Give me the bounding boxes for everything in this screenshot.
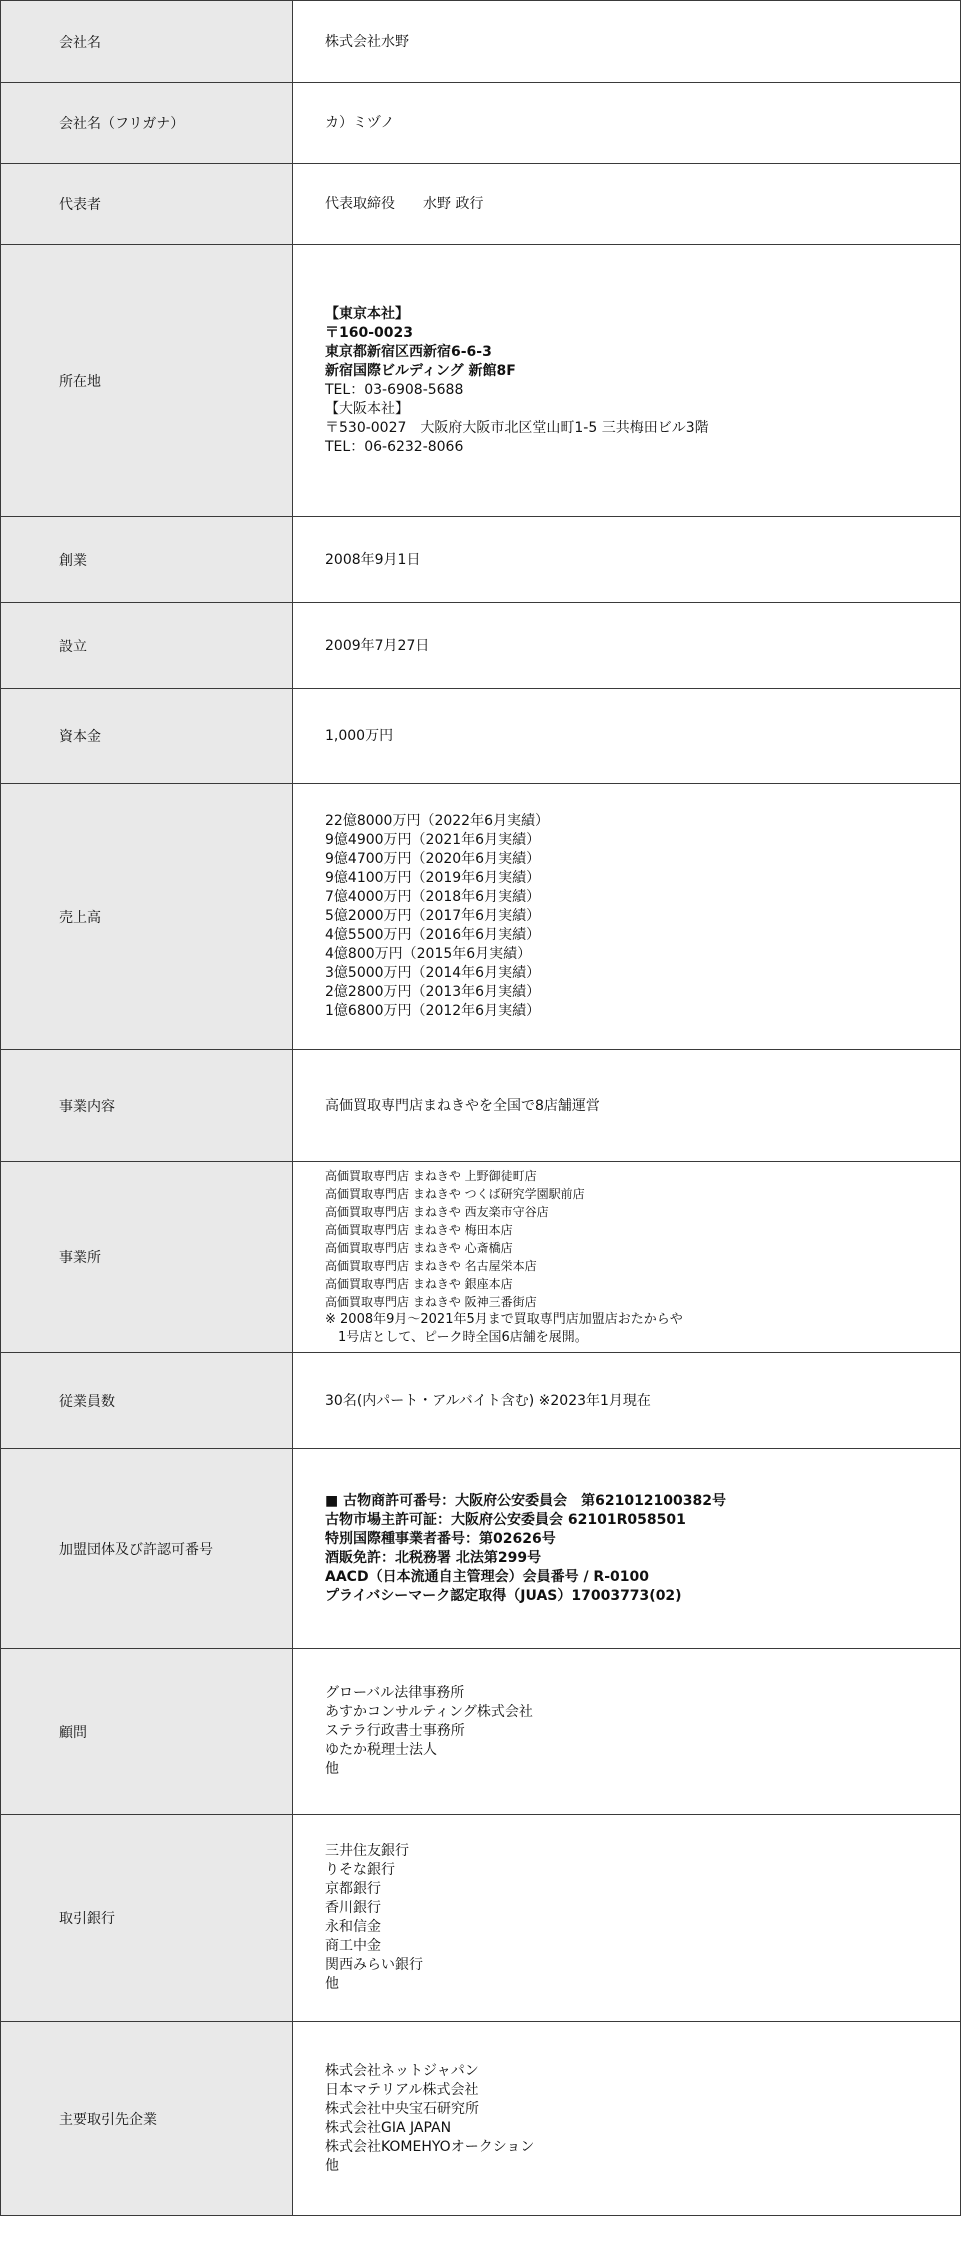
- client-line: 株式会社GIA JAPAN: [325, 2119, 452, 2136]
- row-banks: [1, 1815, 961, 2022]
- row-label: 会社名（フリガナ）: [1, 83, 293, 164]
- row-value: [293, 1449, 961, 1649]
- client-line: 株式会社KOMEHYOオークション: [325, 2138, 535, 2155]
- advisor-line: グローバル法律事務所: [325, 1685, 465, 1701]
- sales-line: 9億4900万円（2021年6月実績）: [325, 832, 541, 848]
- row-value: 代表取締役 水野 政行: [293, 164, 961, 245]
- office-line: 高価買取専門店 まねきや 阪神三番街店: [325, 1295, 537, 1309]
- advisor-line: ゆたか税理士法人: [325, 1742, 437, 1758]
- row-label: 創業: [1, 517, 293, 603]
- row-label: 所在地: [1, 245, 293, 517]
- office-line: 高価買取専門店 まねきや 銀座本店: [325, 1277, 513, 1291]
- address-line: 〒160-0023: [325, 324, 413, 341]
- row-value: 2009年7月27日: [293, 603, 961, 689]
- row-value: 株式会社水野: [293, 1, 961, 83]
- row-label: 加盟団体及び許認可番号: [1, 1449, 293, 1649]
- row-label: 売上高: [1, 784, 293, 1050]
- row-representative: [1, 164, 961, 245]
- row-licenses: [1, 1449, 961, 1649]
- row-clients: [1, 2022, 961, 2216]
- row-value: 2008年9月1日: [293, 517, 961, 603]
- office-line: 高価買取専門店 まねきや つくば研究学園駅前店: [325, 1187, 585, 1201]
- bank-line: 永和信金: [325, 1919, 381, 1935]
- row-label: 事業所: [1, 1162, 293, 1353]
- row-label: 主要取引先企業: [1, 2022, 293, 2216]
- row-label: 事業内容: [1, 1050, 293, 1162]
- row-label: 従業員数: [1, 1353, 293, 1449]
- license-line: 特別国際種事業者番号：第02626号: [325, 1530, 556, 1547]
- sales-line: 4億800万円（2015年6月実績）: [325, 946, 532, 962]
- advisor-line: 他: [325, 1761, 339, 1777]
- sales-line: 7億4000万円（2018年6月実績）: [325, 889, 541, 905]
- address-line: 【大阪本社】: [325, 400, 409, 417]
- row-value: [293, 2022, 961, 2216]
- row-company-name-kana: [1, 83, 961, 164]
- row-value: [293, 1162, 961, 1353]
- row-value: [293, 784, 961, 1050]
- row-capital: [1, 689, 961, 784]
- row-label: 資本金: [1, 689, 293, 784]
- license-line: 古物市場主許可証：大阪府公安委員会 62101R058501: [325, 1511, 686, 1528]
- address-line: 【東京本社】: [325, 305, 409, 322]
- row-value: [293, 245, 961, 517]
- row-advisors: [1, 1649, 961, 1815]
- sales-line: 5億2000万円（2017年6月実績）: [325, 908, 541, 924]
- bank-line: 京都銀行: [325, 1881, 381, 1897]
- sales-line: 9億4100万円（2019年6月実績）: [325, 870, 541, 886]
- bank-line: 香川銀行: [325, 1900, 381, 1916]
- row-address: [1, 245, 961, 517]
- sales-line: 3億5000万円（2014年6月実績）: [325, 965, 541, 981]
- row-value: [293, 1649, 961, 1815]
- row-value: [293, 1815, 961, 2022]
- address-line: TEL：06-6232-8066: [325, 438, 464, 455]
- bank-line: 関西みらい銀行: [325, 1957, 423, 1973]
- office-note: 1号店として、ピーク時全国6店舗を展開。: [325, 1330, 588, 1345]
- row-employees: [1, 1353, 961, 1449]
- office-line: 高価買取専門店 まねきや 上野御徒町店: [325, 1169, 537, 1183]
- row-value: 高価買取専門店まねきやを全国で8店舗運営: [293, 1050, 961, 1162]
- advisor-line: あすかコンサルティング株式会社: [325, 1704, 533, 1720]
- address-line: 東京都新宿区西新宿6-6-3: [325, 343, 492, 360]
- bank-line: 三井住友銀行: [325, 1843, 409, 1859]
- row-offices: [1, 1162, 961, 1353]
- client-line: 他: [325, 2157, 339, 2174]
- row-label: 顧問: [1, 1649, 293, 1815]
- client-line: 株式会社ネットジャパン: [325, 2062, 479, 2079]
- row-label: 設立: [1, 603, 293, 689]
- row-company-name: [1, 1, 961, 83]
- sales-line: 1億6800万円（2012年6月実績）: [325, 1003, 541, 1019]
- client-line: 株式会社中央宝石研究所: [325, 2100, 479, 2117]
- bank-line: りそな銀行: [325, 1862, 395, 1878]
- address-line: 新宿国際ビルディング 新館8F: [325, 362, 516, 379]
- row-sales: [1, 784, 961, 1050]
- row-label: 取引銀行: [1, 1815, 293, 2022]
- office-line: 高価買取専門店 まねきや 名古屋栄本店: [325, 1259, 537, 1273]
- license-line: プライバシーマーク認定取得（JUAS）17003773(02): [325, 1587, 682, 1604]
- license-line: ■ 古物商許可番号：大阪府公安委員会 第621012100382号: [325, 1492, 726, 1509]
- office-note: ※ 2008年9月～2021年5月まで買取専門店加盟店おたからや: [325, 1312, 683, 1327]
- license-line: AACD（日本流通自主管理会）会員番号 / R-0100: [325, 1568, 649, 1585]
- advisor-line: ステラ行政書士事務所: [325, 1723, 465, 1739]
- office-line: 高価買取専門店 まねきや 梅田本店: [325, 1223, 513, 1237]
- office-line: 高価買取専門店 まねきや 心斎橋店: [325, 1241, 513, 1255]
- address-line: TEL：03-6908-5688: [325, 381, 464, 398]
- row-value: 1,000万円: [293, 689, 961, 784]
- office-line: 高価買取専門店 まねきや 西友楽市守谷店: [325, 1205, 549, 1219]
- row-business: [1, 1050, 961, 1162]
- bank-line: 商工中金: [325, 1938, 381, 1954]
- sales-line: 9億4700万円（2020年6月実績）: [325, 851, 541, 867]
- row-label: 会社名: [1, 1, 293, 83]
- sales-line: 22億8000万円（2022年6月実績）: [325, 813, 549, 829]
- sales-line: 2億2800万円（2013年6月実績）: [325, 984, 541, 1000]
- row-value: 30名(内パート・アルバイト含む) ※2023年1月現在: [293, 1353, 961, 1449]
- row-label: 代表者: [1, 164, 293, 245]
- address-line: 〒530-0027 大阪府大阪市北区堂山町1-5 三共梅田ビル3階: [325, 419, 709, 436]
- row-founded: [1, 517, 961, 603]
- license-line: 酒販免許：北税務署 北法第299号: [325, 1549, 542, 1566]
- bank-line: 他: [325, 1976, 339, 1992]
- row-value: カ）ミヅノ: [293, 83, 961, 164]
- client-line: 日本マテリアル株式会社: [325, 2081, 479, 2098]
- sales-line: 4億5500万円（2016年6月実績）: [325, 927, 541, 943]
- row-established: [1, 603, 961, 689]
